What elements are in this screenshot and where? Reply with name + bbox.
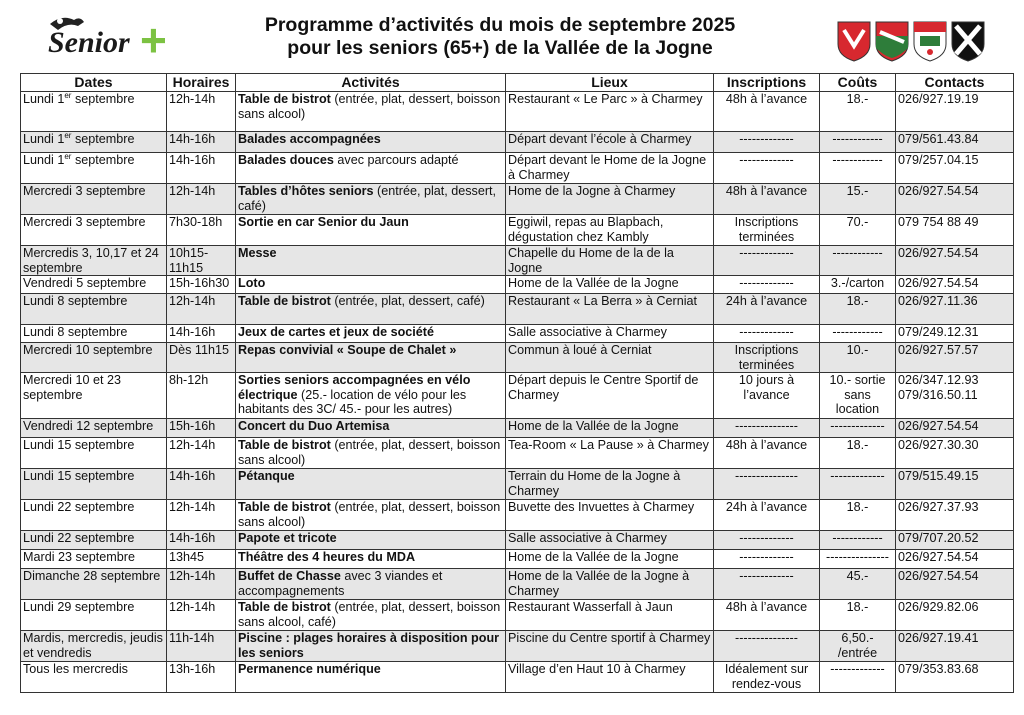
cell-time: 11h-14h bbox=[167, 631, 236, 662]
cell-cost: 18.- bbox=[820, 92, 896, 132]
senior-plus-logo bbox=[44, 10, 179, 62]
cell-cost: 18.- bbox=[820, 294, 896, 325]
table-row bbox=[21, 531, 1014, 550]
cell-time: 12h-14h bbox=[167, 294, 236, 325]
cell-contact: 026/927.37.93 bbox=[896, 500, 1014, 531]
cell-time: 15h-16h bbox=[167, 419, 236, 438]
table-row bbox=[21, 343, 1014, 373]
cell-time: 14h-16h bbox=[167, 132, 236, 153]
cell-inscriptions: ------------- bbox=[714, 569, 820, 600]
cell-place: Eggiwil, repas au Blapbach, dégustation chez Kambly bbox=[506, 215, 714, 246]
cell-activity bbox=[236, 600, 506, 631]
table-row bbox=[21, 294, 1014, 325]
cell-cost: 45.- bbox=[820, 569, 896, 600]
cell-inscriptions: Inscriptions terminées bbox=[714, 215, 820, 246]
date-text: Vendredi 12 septembre bbox=[23, 419, 154, 433]
cell-time: 14h-16h bbox=[167, 469, 236, 500]
title-line-2: pour les seniors (65+) de la Vallée de la Jogne bbox=[287, 37, 713, 59]
cell-activity bbox=[236, 662, 506, 693]
municipal-crests bbox=[836, 20, 986, 62]
activity-details: (25.- location de vélo pour les habitants des 3C/ 45.- pour les autres) bbox=[238, 387, 467, 416]
cell-cost: ------------- bbox=[820, 419, 896, 438]
cell-place: Départ depuis le Centre Sportif de Charmey bbox=[506, 373, 714, 419]
cell-contact: 026/927.54.54 bbox=[896, 569, 1014, 600]
cell-place: Buvette des Invuettes à Charmey bbox=[506, 500, 714, 531]
cell-place: Restaurant « La Berra » à Cerniat bbox=[506, 294, 714, 325]
date-text: Lundi 8 septembre bbox=[23, 294, 128, 308]
cell-date bbox=[21, 215, 167, 246]
date-text: Lundi 1 bbox=[23, 153, 65, 167]
cell-time: 14h-16h bbox=[167, 531, 236, 550]
cell-activity bbox=[236, 343, 506, 373]
table-row bbox=[21, 325, 1014, 343]
cell-cost: 10.- bbox=[820, 343, 896, 373]
date-text: Lundi 15 septembre bbox=[23, 469, 135, 483]
table-row bbox=[21, 438, 1014, 469]
cell-date bbox=[21, 600, 167, 631]
date-ordinal: er bbox=[64, 131, 72, 140]
cell-inscriptions: ------------- bbox=[714, 246, 820, 276]
cell-activity bbox=[236, 373, 506, 419]
table-row bbox=[21, 569, 1014, 600]
cell-activity bbox=[236, 569, 506, 600]
cell-place: Chapelle du Home de la de la Jogne bbox=[506, 246, 714, 276]
col-header-dates: Dates bbox=[21, 74, 167, 92]
cell-inscriptions: Inscriptions terminées bbox=[714, 343, 820, 373]
col-header-horaires: Horaires bbox=[167, 74, 236, 92]
date-text: Mercredi 3 septembre bbox=[23, 184, 146, 198]
cell-date bbox=[21, 469, 167, 500]
cell-activity bbox=[236, 153, 506, 184]
date-text-rest: septembre bbox=[71, 153, 135, 167]
logo-plus: + bbox=[140, 14, 167, 62]
cell-inscriptions: ------------- bbox=[714, 550, 820, 569]
cell-place: Départ devant le Home de la Jogne à Charmey bbox=[506, 153, 714, 184]
date-text: Lundi 29 septembre bbox=[23, 600, 135, 614]
cell-time: 13h-16h bbox=[167, 662, 236, 693]
activity-title: Table de bistrot bbox=[238, 438, 331, 452]
title-line-1: Programme d’activités du mois de septembre 2025 bbox=[264, 14, 736, 36]
cell-activity bbox=[236, 419, 506, 438]
activity-details: (entrée, plat, dessert, café) bbox=[330, 294, 485, 308]
cell-inscriptions: ------------- bbox=[714, 153, 820, 184]
activity-title: Table de bistrot bbox=[238, 294, 331, 308]
cell-cost: 10.- sortie sans location bbox=[820, 373, 896, 419]
cell-date bbox=[21, 153, 167, 184]
cell-inscriptions: Idéalement sur rendez-vous bbox=[714, 662, 820, 693]
cell-place: Home de la Jogne à Charmey bbox=[506, 184, 714, 215]
cell-time: 12h-14h bbox=[167, 92, 236, 132]
cell-inscriptions: 48h à l’avance bbox=[714, 92, 820, 132]
cell-place: Terrain du Home de la Jogne à Charmey bbox=[506, 469, 714, 500]
cell-place: Home de la Vallée de la Jogne bbox=[506, 550, 714, 569]
date-text: Lundi 1 bbox=[23, 92, 65, 106]
cell-date bbox=[21, 569, 167, 600]
activity-details: avec 3 viandes et accompagnements bbox=[238, 569, 443, 598]
cell-place: Restaurant Wasserfall à Jaun bbox=[506, 600, 714, 631]
cell-time: 12h-14h bbox=[167, 184, 236, 215]
date-text: Lundi 15 septembre bbox=[23, 438, 135, 452]
cell-place: Village d’en Haut 10 à Charmey bbox=[506, 662, 714, 693]
cell-inscriptions: 24h à l’avance bbox=[714, 500, 820, 531]
cell-inscriptions: --------------- bbox=[714, 419, 820, 438]
activity-title: Permanence numérique bbox=[238, 662, 381, 676]
cell-inscriptions: 10 jours à l’avance bbox=[714, 373, 820, 419]
cell-date bbox=[21, 276, 167, 294]
activity-title: Balades douces bbox=[238, 153, 334, 167]
table-row bbox=[21, 469, 1014, 500]
date-ordinal: er bbox=[64, 91, 72, 100]
activity-title: Sortie en car Senior du Jaun bbox=[238, 215, 409, 229]
col-header-contacts: Contacts bbox=[896, 74, 1014, 92]
cell-date bbox=[21, 531, 167, 550]
cell-contact: 026/927.54.54 bbox=[896, 419, 1014, 438]
crest-val-de-charmey-icon bbox=[876, 22, 908, 61]
cell-time: 12h-14h bbox=[167, 569, 236, 600]
cell-cost: ------------- bbox=[820, 469, 896, 500]
page-header bbox=[0, 0, 1024, 72]
cell-place: Départ devant l’école à Charmey bbox=[506, 132, 714, 153]
date-text-rest: septembre bbox=[71, 92, 135, 106]
activity-details: (entrée, plat, dessert, boisson sans alcool, café) bbox=[238, 600, 501, 629]
table-row bbox=[21, 184, 1014, 215]
cell-inscriptions: --------------- bbox=[714, 631, 820, 662]
table-header-row bbox=[21, 74, 1014, 92]
col-header-activites: Activités bbox=[236, 74, 506, 92]
cell-cost: 18.- bbox=[820, 438, 896, 469]
cell-place: Salle associative à Charmey bbox=[506, 531, 714, 550]
date-text: Mercredi 10 et 23 septembre bbox=[23, 373, 122, 402]
cell-contact: 026/927.54.54 bbox=[896, 550, 1014, 569]
cell-cost: ------------ bbox=[820, 325, 896, 343]
table-row bbox=[21, 550, 1014, 569]
activity-details: (entrée, plat, dessert, boisson sans alcool) bbox=[238, 92, 501, 121]
cell-contact: 026/927.11.36 bbox=[896, 294, 1014, 325]
cell-cost: ------------ bbox=[820, 531, 896, 550]
activity-title: Pétanque bbox=[238, 469, 295, 483]
cell-contact: 026/927.57.57 bbox=[896, 343, 1014, 373]
cell-contact: 079/353.83.68 bbox=[896, 662, 1014, 693]
cell-date bbox=[21, 662, 167, 693]
cell-activity bbox=[236, 550, 506, 569]
table-row bbox=[21, 153, 1014, 184]
cell-activity bbox=[236, 325, 506, 343]
cell-time: 13h45 bbox=[167, 550, 236, 569]
table-row bbox=[21, 373, 1014, 419]
cell-activity bbox=[236, 276, 506, 294]
cell-inscriptions: ------------- bbox=[714, 132, 820, 153]
col-header-couts: Coûts bbox=[820, 74, 896, 92]
cell-cost: ------------- bbox=[820, 662, 896, 693]
table-row bbox=[21, 92, 1014, 132]
table-row bbox=[21, 419, 1014, 438]
cell-date bbox=[21, 438, 167, 469]
cell-inscriptions: ------------- bbox=[714, 531, 820, 550]
cell-activity bbox=[236, 500, 506, 531]
cell-contact: 026/927.30.30 bbox=[896, 438, 1014, 469]
date-text: Lundi 1 bbox=[23, 132, 65, 146]
date-text: Dimanche 28 septembre bbox=[23, 569, 161, 583]
cell-time: 8h-12h bbox=[167, 373, 236, 419]
table-row bbox=[21, 631, 1014, 662]
cell-cost: --------------- bbox=[820, 550, 896, 569]
activity-title: Balades accompagnées bbox=[238, 132, 381, 146]
col-header-lieux: Lieux bbox=[506, 74, 714, 92]
table-row bbox=[21, 215, 1014, 246]
cell-time: 14h-16h bbox=[167, 153, 236, 184]
cell-date bbox=[21, 294, 167, 325]
cell-cost: 6,50.- /entrée bbox=[820, 631, 896, 662]
date-text: Tous les mercredis bbox=[23, 662, 128, 676]
cell-date bbox=[21, 500, 167, 531]
cell-activity bbox=[236, 132, 506, 153]
cell-contact: 079/561.43.84 bbox=[896, 132, 1014, 153]
table-row bbox=[21, 600, 1014, 631]
cell-date bbox=[21, 343, 167, 373]
cell-place: Commun à loué à Cerniat bbox=[506, 343, 714, 373]
activity-title: Loto bbox=[238, 276, 266, 290]
cell-activity bbox=[236, 438, 506, 469]
cell-inscriptions: 24h à l’avance bbox=[714, 294, 820, 325]
cell-date bbox=[21, 631, 167, 662]
cell-date bbox=[21, 246, 167, 276]
cell-inscriptions: ------------- bbox=[714, 325, 820, 343]
crest-jaun-icon bbox=[952, 22, 984, 61]
cell-place: Home de la Vallée de la Jogne bbox=[506, 276, 714, 294]
cell-contact: 079/249.12.31 bbox=[896, 325, 1014, 343]
cell-cost: 15.- bbox=[820, 184, 896, 215]
cell-place: Home de la Vallée de la Jogne à Charmey bbox=[506, 569, 714, 600]
cell-contact: 026/927.19.41 bbox=[896, 631, 1014, 662]
date-text: Lundi 22 septembre bbox=[23, 500, 135, 514]
cell-place: Home de la Vallée de la Jogne bbox=[506, 419, 714, 438]
cell-inscriptions: 48h à l’avance bbox=[714, 438, 820, 469]
date-text: Lundi 22 septembre bbox=[23, 531, 135, 545]
activity-title: Tables d’hôtes seniors bbox=[238, 184, 374, 198]
cell-contact: 026/927.54.54 bbox=[896, 246, 1014, 276]
cell-contact: 026/347.12.93 079/316.50.11 bbox=[896, 373, 1014, 419]
page-title bbox=[210, 14, 790, 60]
activity-details: (entrée, plat, dessert, café) bbox=[238, 184, 497, 213]
cell-contact: 026/927.54.54 bbox=[896, 276, 1014, 294]
cell-cost: ------------ bbox=[820, 132, 896, 153]
activity-title: Concert du Duo Artemisa bbox=[238, 419, 390, 433]
cell-contact: 079/257.04.15 bbox=[896, 153, 1014, 184]
cell-activity bbox=[236, 246, 506, 276]
activity-title: Table de bistrot bbox=[238, 600, 331, 614]
cell-inscriptions: --------------- bbox=[714, 469, 820, 500]
cell-date bbox=[21, 132, 167, 153]
activity-title: Sorties seniors accompagnées en vélo électrique bbox=[238, 373, 471, 402]
date-text: Mercredi 3 septembre bbox=[23, 215, 146, 229]
date-text: Mardi 23 septembre bbox=[23, 550, 135, 564]
cell-date bbox=[21, 373, 167, 419]
date-text-rest: septembre bbox=[71, 132, 135, 146]
activity-title: Papote et tricote bbox=[238, 531, 337, 545]
cell-contact: 026/927.19.19 bbox=[896, 92, 1014, 132]
cell-cost: ------------ bbox=[820, 153, 896, 184]
cell-activity bbox=[236, 469, 506, 500]
cell-activity bbox=[236, 184, 506, 215]
cell-date bbox=[21, 550, 167, 569]
cell-inscriptions: 48h à l’avance bbox=[714, 600, 820, 631]
date-text: Mercredi 10 septembre bbox=[23, 343, 153, 357]
activities-table bbox=[20, 73, 1014, 693]
cell-time: 12h-14h bbox=[167, 600, 236, 631]
date-text: Mardis, mercredis, jeudis et vendredis bbox=[23, 631, 163, 660]
cell-contact: 079/515.49.15 bbox=[896, 469, 1014, 500]
date-ordinal: er bbox=[64, 152, 72, 161]
cell-cost: 18.- bbox=[820, 500, 896, 531]
activity-title: Piscine : plages horaires à disposition pour les seniors bbox=[238, 631, 500, 660]
cell-cost: ------------ bbox=[820, 246, 896, 276]
cell-activity bbox=[236, 631, 506, 662]
table-row bbox=[21, 132, 1014, 153]
cell-date bbox=[21, 325, 167, 343]
activity-title: Messe bbox=[238, 246, 277, 260]
cell-activity bbox=[236, 294, 506, 325]
cell-activity bbox=[236, 215, 506, 246]
cell-contact: 026/929.82.06 bbox=[896, 600, 1014, 631]
cell-cost: 18.- bbox=[820, 600, 896, 631]
activity-title: Repas convivial « Soupe de Chalet » bbox=[238, 343, 457, 357]
cell-time: 15h-16h30 bbox=[167, 276, 236, 294]
cell-inscriptions: ------------- bbox=[714, 276, 820, 294]
cell-time: Dès 11h15 bbox=[167, 343, 236, 373]
activity-details: avec parcours adapté bbox=[333, 153, 459, 167]
cell-time: 12h-14h bbox=[167, 500, 236, 531]
cell-time: 14h-16h bbox=[167, 325, 236, 343]
activity-title: Buffet de Chasse bbox=[238, 569, 341, 583]
cell-contact: 079 754 88 49 bbox=[896, 215, 1014, 246]
table-row bbox=[21, 246, 1014, 276]
activity-title: Table de bistrot bbox=[238, 500, 331, 514]
cell-time: 7h30-18h bbox=[167, 215, 236, 246]
table-row bbox=[21, 276, 1014, 294]
activity-title: Théâtre des 4 heures du MDA bbox=[238, 550, 416, 564]
cell-activity bbox=[236, 92, 506, 132]
date-text: Lundi 8 septembre bbox=[23, 325, 128, 339]
logo-text: Senior bbox=[48, 26, 130, 59]
cell-cost: 3.-/carton bbox=[820, 276, 896, 294]
col-header-inscriptions: Inscriptions bbox=[714, 74, 820, 92]
crest-cerniat-icon bbox=[914, 22, 946, 61]
table-row bbox=[21, 500, 1014, 531]
activity-title: Jeux de cartes et jeux de société bbox=[238, 325, 435, 339]
date-text: Mercredis 3, 10,17 et 24 septembre bbox=[23, 246, 159, 275]
cell-inscriptions: 48h à l’avance bbox=[714, 184, 820, 215]
cell-place: Salle associative à Charmey bbox=[506, 325, 714, 343]
activity-details: (entrée, plat, dessert, boisson sans alcool) bbox=[238, 500, 501, 529]
cell-contact: 079/707.20.52 bbox=[896, 531, 1014, 550]
cell-place: Piscine du Centre sportif à Charmey bbox=[506, 631, 714, 662]
cell-time: 12h-14h bbox=[167, 438, 236, 469]
activity-details: (entrée, plat, dessert, boisson sans alcool) bbox=[238, 438, 501, 467]
cell-place: Restaurant « Le Parc » à Charmey bbox=[506, 92, 714, 132]
activity-title: Table de bistrot bbox=[238, 92, 331, 106]
cell-contact: 026/927.54.54 bbox=[896, 184, 1014, 215]
cell-date bbox=[21, 419, 167, 438]
cell-date bbox=[21, 184, 167, 215]
cell-place: Tea-Room « La Pause » à Charmey bbox=[506, 438, 714, 469]
cell-activity bbox=[236, 531, 506, 550]
date-text: Vendredi 5 septembre bbox=[23, 276, 147, 290]
table-row bbox=[21, 662, 1014, 693]
cell-date bbox=[21, 92, 167, 132]
cell-cost: 70.- bbox=[820, 215, 896, 246]
crest-charmey-icon bbox=[838, 22, 870, 61]
cell-time: 10h15-11h15 bbox=[167, 246, 236, 276]
